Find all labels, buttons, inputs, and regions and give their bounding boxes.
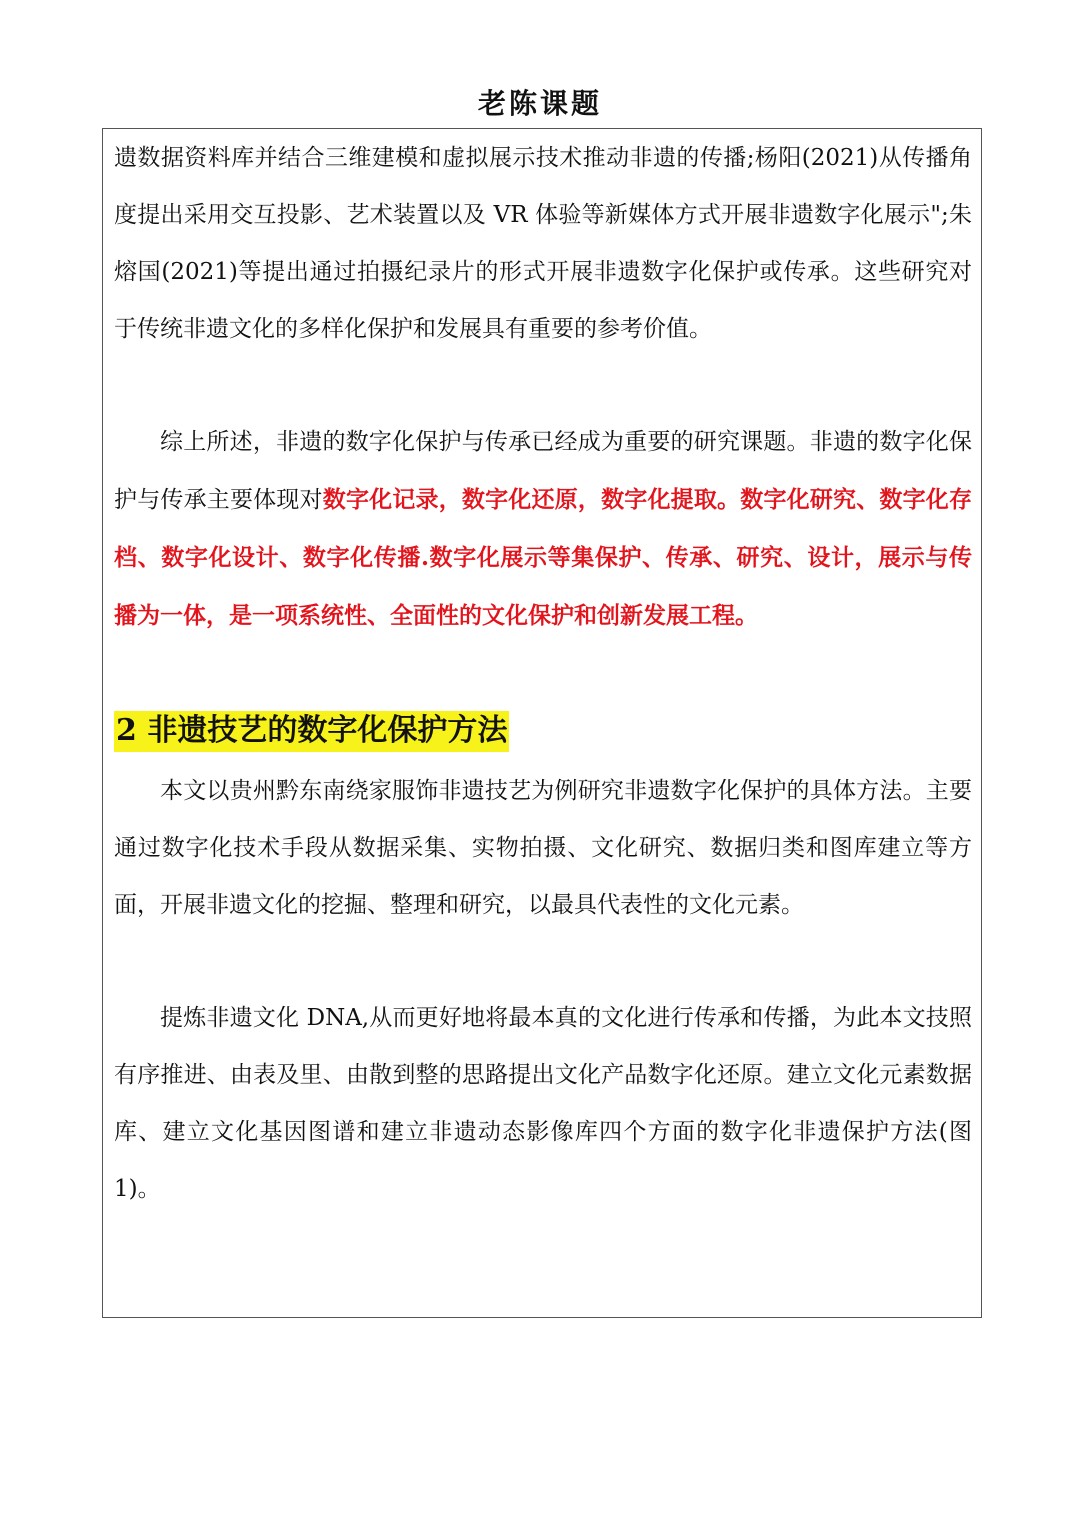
paragraph-method-intro: 本文以贵州黔东南绕家服饰非遗技艺为例研究非遗数字化保护的具体方法。主要通过数字化技术手段从数据采集、实物拍摄、文化研究、数据归类和图库建立等方面，开展非遗文化的挖掘、整理和研究，以最具代表性的文化元素。 <box>114 778 972 918</box>
document-body <box>114 130 972 1218</box>
summary-plain-text: 综上所述，非遗的数字化保护与传承已经成为重要的研究课题。非遗的数字化保护与传承主要体现对 <box>114 429 972 513</box>
summary-emphasis-text: 数字化记录，数字化还原，数字化提取。数字化研究、数字化存档、数字化设计、数字化传播.数字化展示等集保护、传承、研究、设计，展示与传播为一体，是一项系统性、全面性的文化保护和创新发展工程。 <box>114 486 972 629</box>
section-heading-text: 2 非遗技艺的数字化保护方法 <box>114 711 509 752</box>
paragraph-spacer <box>114 934 972 990</box>
paragraph-summary <box>114 414 972 645</box>
section-heading <box>114 701 972 763</box>
page-header-title: 老陈课题 <box>477 87 602 120</box>
paragraph-method-detail: 提炼非遗文化 DNA,从而更好地将最本真的文化进行传承和传播，为此本文技照有序推进、由表及里、由散到整的思路提出文化产品数字化还原。建立文化元素数据库、建立文化基因图谱和建立非遗动态影像库四个方面的数字化非遗保护方法(图 1)。 <box>114 1005 972 1202</box>
paragraph-spacer <box>114 358 972 414</box>
paragraph-literature-review: 遗数据资料库并结合三维建模和虚拟展示技术推动非遗的传播;杨阳(2021)从传播角度提出采用交互投影、艺术装置以及 VR 体验等新媒体方式开展非遗数字化展示";朱熔国(2021)等提出通过拍摄纪录片的形式开展非遗数字化保护或传承。这些研究对于传统非遗文化的多样化保护和发展具有重要的参考价值。 <box>114 145 972 342</box>
paragraph-spacer <box>114 645 972 701</box>
